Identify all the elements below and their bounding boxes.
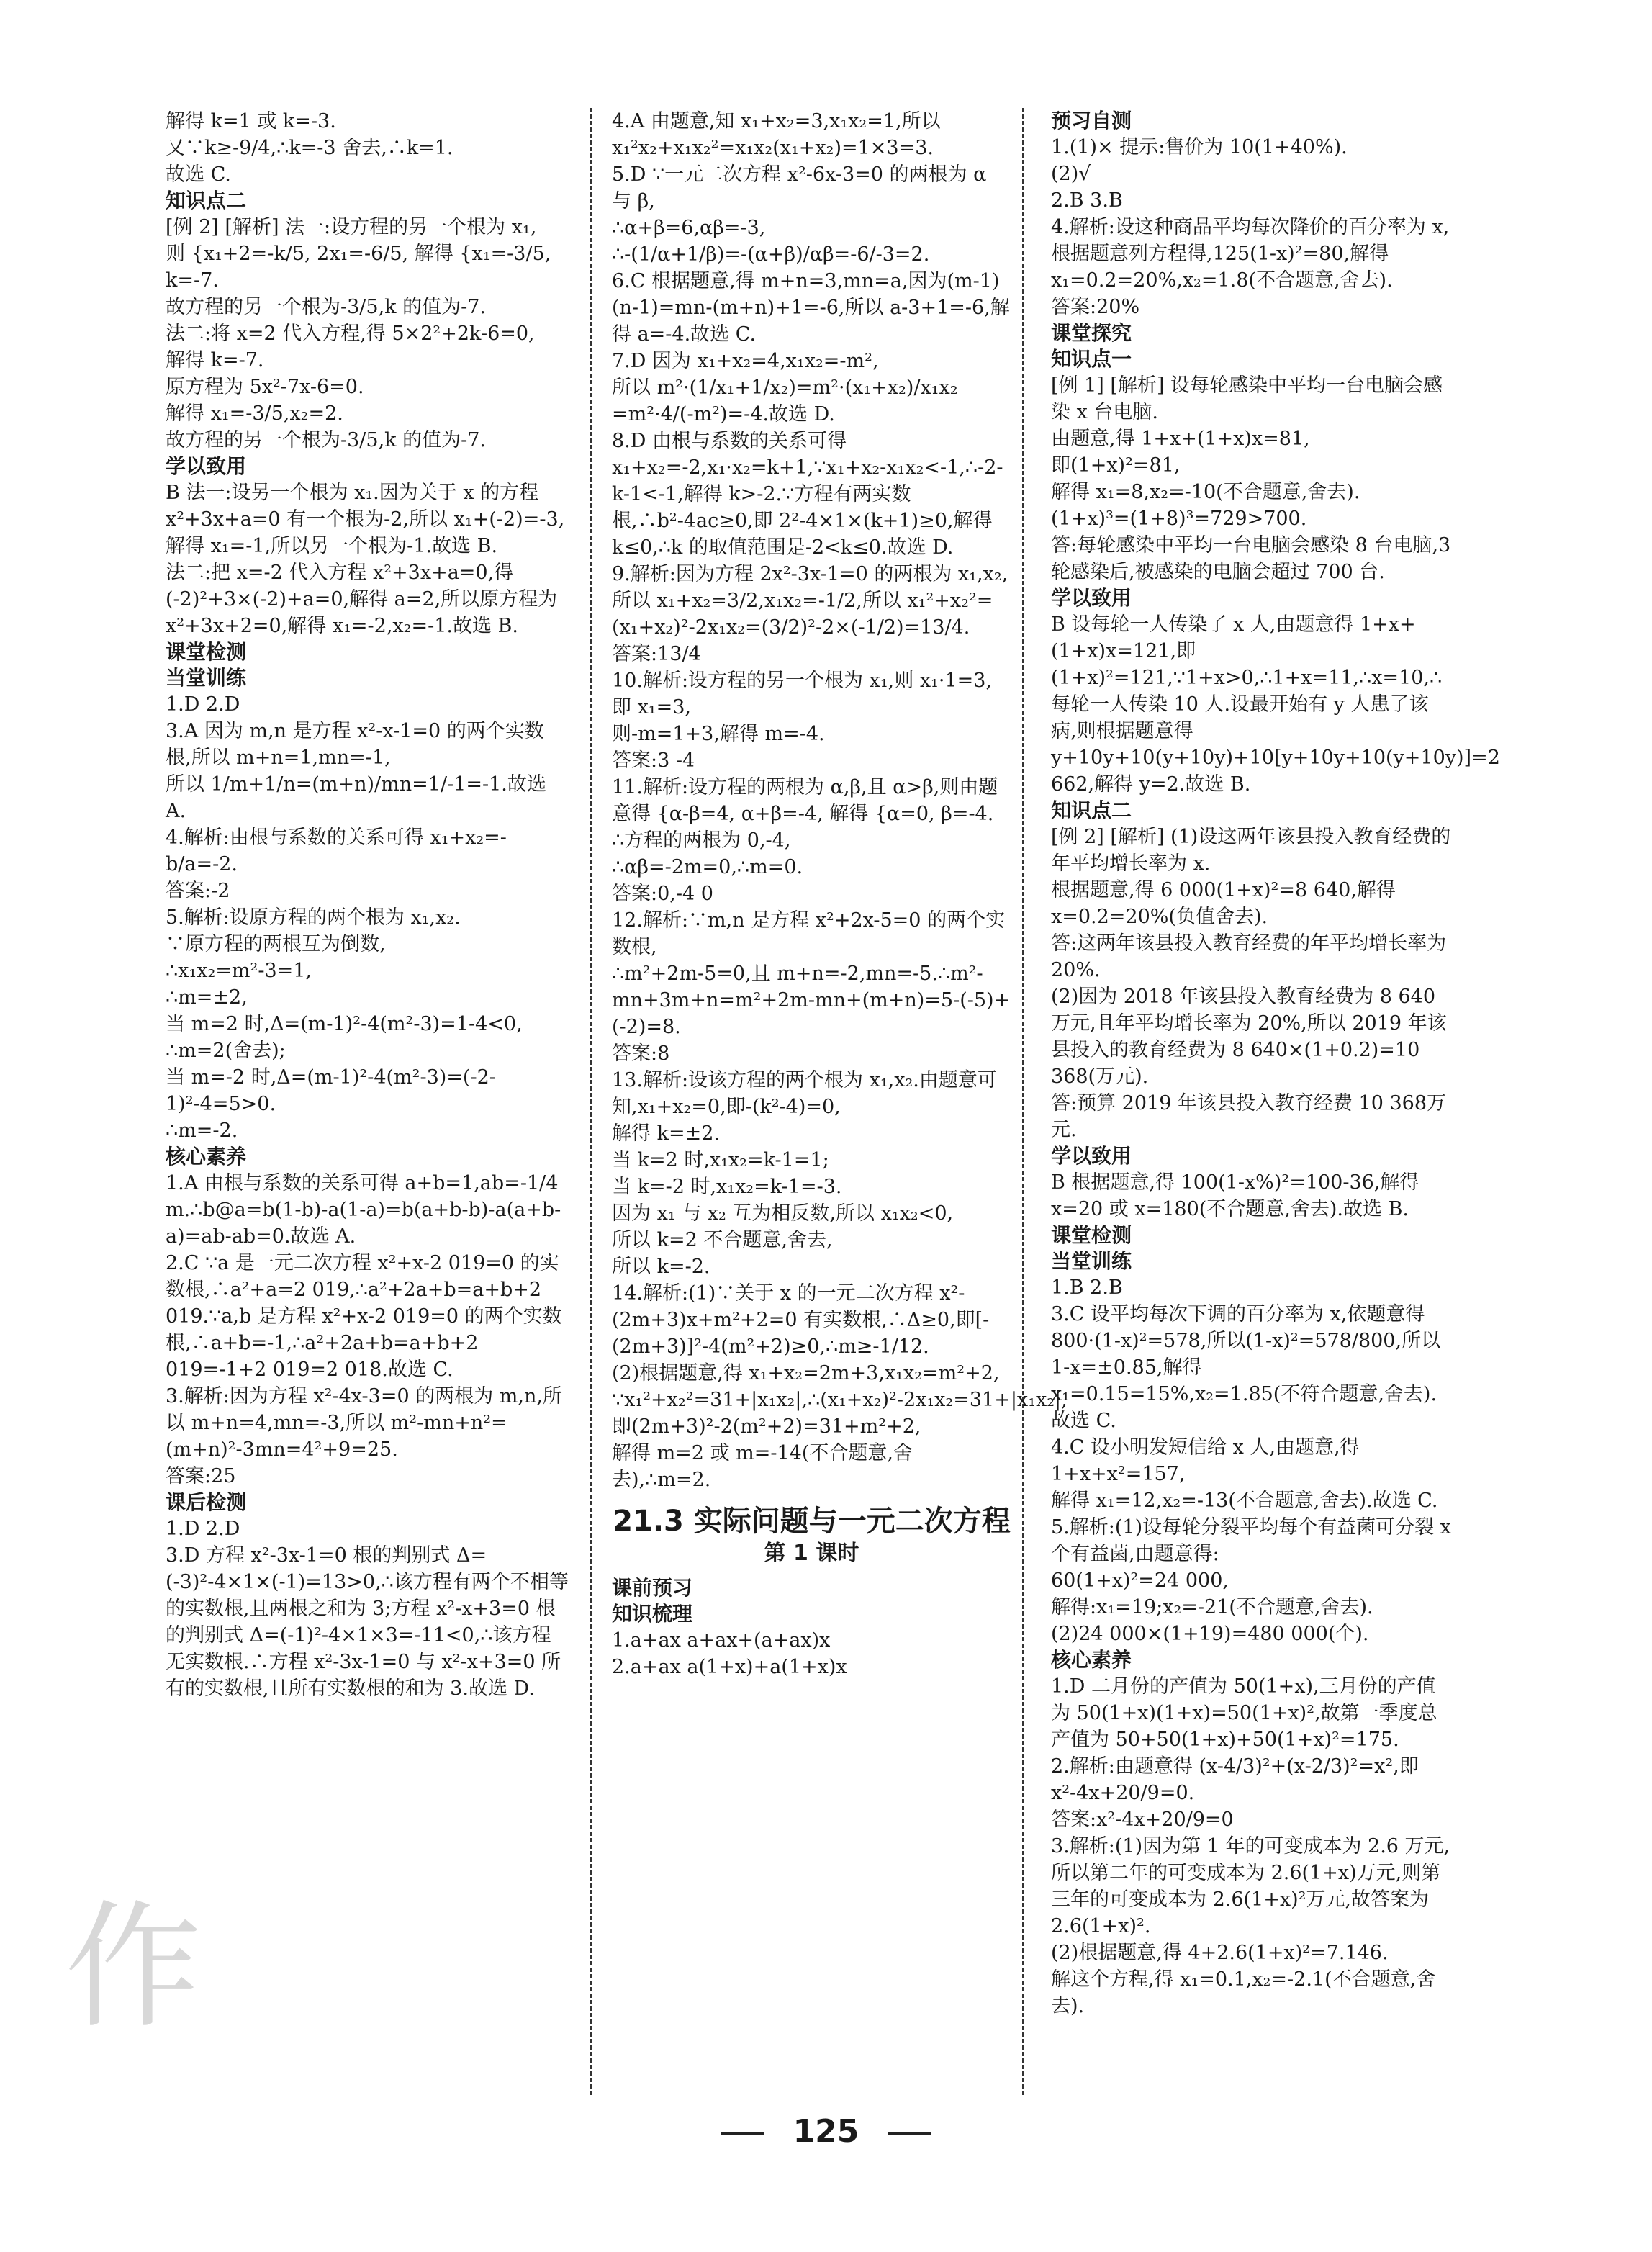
subsection-heading: 学以致用 bbox=[166, 454, 247, 478]
answer-line: 5.解析:设原方程的两个根为 x₁,x₂. bbox=[166, 906, 461, 929]
answer-line: 解得 x₁=12,x₂=-13(不合题意,舍去).故选 C. bbox=[1051, 1490, 1438, 1512]
answer-line: 所以 1/m+1/n=(m+n)/mn=1/-1=-1.故选 A. bbox=[166, 773, 553, 822]
answer-line: 13.解析:设该方程的两个根为 x₁,x₂.由题意可知,x₁+x₂=0,即-(k²-4)=0, bbox=[612, 1069, 997, 1118]
answer-line: 9.解析:因为方程 2x²-3x-1=0 的两根为 x₁,x₂,所以 x₁+x₂=3/2,x₁x₂=-1/2,所以 x₁²+x₂²=(x₁+x₂)²-2x₁x₂=(3/2)²-2×(-1/2)=13/4. bbox=[612, 563, 1008, 639]
answer-line: (2)24 000×(1+19)=480 000(个). bbox=[1051, 1623, 1369, 1645]
answer-line: 原方程为 5x²-7x-6=0. bbox=[166, 376, 364, 398]
answer-column-1 bbox=[166, 108, 569, 1702]
answer-line: 14.解析:(1)∵关于 x 的一元二次方程 x²-(2m+3)x+m²+2=0 有实数根,∴Δ≥0,即[-(2m+3)]²-4(m²+2)≥0,∴m≥-1/12. bbox=[612, 1282, 990, 1358]
answer-line: 则 {x₁+2=-k/5, 2x₁=-6/5, 解得 {x₁=-3/5, k=-7. bbox=[166, 243, 557, 292]
subsection-heading: 当堂训练 bbox=[166, 666, 247, 690]
subsection-heading: 预习自测 bbox=[1051, 109, 1132, 132]
answer-line: 解得:x₁=19;x₂=-21(不合题意,舍去). bbox=[1051, 1596, 1373, 1618]
answer-line: 故方程的另一个根为-3/5,k 的值为-7. bbox=[166, 429, 486, 451]
answer-line: 法二:把 x=-2 代入方程 x²+3x+a=0,得(-2)²+3×(-2)+a=0,解得 a=2,所以原方程为 x²+3x+2=0,解得 x₁=-2,x₂=-1.故选 B. bbox=[166, 562, 564, 637]
answer-line: 因为 x₁ 与 x₂ 互为相反数,所以 x₁x₂<0, bbox=[612, 1202, 954, 1225]
subsection-heading: 课前预习 bbox=[612, 1576, 693, 1600]
page-number-text: 125 bbox=[793, 2113, 859, 2150]
answer-line: 1.D 2.D bbox=[166, 1518, 240, 1540]
answer-line: 所以 k=2 不合题意,舍去, bbox=[612, 1229, 833, 1251]
answer-line: [例 2] [解析] (1)设这两年该县投入教育经费的年平均增长率为 x. bbox=[1051, 826, 1451, 875]
answer-line: ∴m²+2m-5=0,且 m+n=-2,mn=-5.∴m²-mn+3m+n=m²+2m-mn+(m+n)=5-(-5)+(-2)=8. bbox=[612, 963, 1011, 1038]
answer-line: 根据题意,得 6 000(1+x)²=8 640,解得 x=0.2=20%(负值舍去). bbox=[1051, 879, 1402, 928]
subsection-heading: 知识点二 bbox=[166, 189, 247, 212]
answer-line: 4.C 设小明发短信给 x 人,由题意,得 1+x+x²=157, bbox=[1051, 1436, 1366, 1485]
answer-line: ∴x₁x₂=m²-3=1, bbox=[166, 960, 312, 982]
answer-line: 3.解析:因为方程 x²-4x-3=0 的两根为 m,n,所以 m+n=4,mn=-3,所以 m²-mn+n²=(m+n)²-3mn=4²+9=25. bbox=[166, 1385, 562, 1461]
subsection-heading: 核心素养 bbox=[166, 1145, 247, 1168]
answer-line: [例 2] [解析] 法一:设方程的另一个根为 x₁, bbox=[166, 216, 537, 238]
subsection-heading: 学以致用 bbox=[1051, 1144, 1132, 1168]
answer-line: 5.D ∵一元二次方程 x²-6x-3=0 的两根为 α 与 β, bbox=[612, 163, 993, 212]
answer-line: B 设每轮一人传染了 x 人,由题意得 1+x+(1+x)x=121,即(1+x)²=121,∵1+x>0,∴1+x=11,∴x=10,∴每轮一人传染 10 人.设最开始有 y 人患了该病,则根据题意得 y+10y+10(y+10y)+10[y+10y+10(y+10y)]=2 662,解得 y=2.故选 B. bbox=[1051, 613, 1507, 796]
subsection-heading: 课后检测 bbox=[166, 1490, 247, 1514]
answer-line: 答案:-2 bbox=[166, 880, 230, 902]
answer-line: 2.a+ax a(1+x)+a(1+x)x bbox=[612, 1656, 847, 1678]
answer-line: 1.D 2.D bbox=[166, 693, 240, 716]
answer-line: 解得 k=±2. bbox=[612, 1122, 720, 1145]
answer-line: 则-m=1+3,解得 m=-4. bbox=[612, 723, 825, 745]
answer-line: 1.D 二月份的产值为 50(1+x),三月份的产值为 50(1+x)(1+x)=50(1+x)²,故第一季度总产值为 50+50(1+x)+50(1+x)²=175. bbox=[1051, 1675, 1437, 1751]
watermark: 作 bbox=[65, 1888, 217, 2047]
answer-line: =m²·4/(-m²)=-4.故选 D. bbox=[612, 403, 835, 425]
answer-line: 4.解析:设这种商品平均每次降价的百分率为 x,根据题意列方程得,125(1-x)²=80,解得 x₁=0.2=20%,x₂=1.8(不合题意,舍去). bbox=[1051, 216, 1450, 292]
subsection-heading: 课堂探究 bbox=[1051, 321, 1132, 345]
section-heading bbox=[612, 1503, 1011, 1568]
answer-line: B 法一:设另一个根为 x₁.因为关于 x 的方程 x²+3x+a=0 有一个根为-2,所以 x₁+(-2)=-3,解得 x₁=-1,所以另一个根为-1.故选 B. bbox=[166, 482, 565, 557]
answer-line: 当 k=2 时,x₁x₂=k-1=1; bbox=[612, 1149, 829, 1171]
answer-line: 60(1+x)²=24 000, bbox=[1051, 1569, 1229, 1592]
answer-line: (2)√ bbox=[1051, 163, 1091, 185]
answer-line: ∴m=-2. bbox=[166, 1120, 238, 1142]
answer-line: 2.解析:由题意得 (x-4/3)²+(x-2/3)²=x²,即 x²-4x+20/9=0. bbox=[1051, 1755, 1425, 1804]
answer-line: B 根据题意,得 100(1-x%)²=100-36,解得 x=20 或 x=180(不合题意,舍去).故选 B. bbox=[1051, 1171, 1426, 1220]
subsection-heading: 知识点一 bbox=[1051, 347, 1132, 371]
answer-line: 当 k=-2 时,x₁x₂=k-1=-3. bbox=[612, 1176, 842, 1198]
answer-line: 2.C ∵a 是一元二次方程 x²+x-2 019=0 的实数根,∴a²+a=2 019,∴a²+2a+b=a+b+2 019.∵a,b 是方程 x²+x-2 019=0 的两个实数根,∴a+b=-1,∴a²+2a+b=a+b+2 019=-1+2 019=2 018.故选 C. bbox=[166, 1252, 562, 1381]
answer-line: 法二:将 x=2 代入方程,得 5×2²+2k-6=0, bbox=[166, 323, 535, 345]
answer-line: 答:这两年该县投入教育经费的年平均增长率为 20%. bbox=[1051, 932, 1453, 981]
answer-line: 7.D 因为 x₁+x₂=4,x₁x₂=-m², bbox=[612, 350, 879, 372]
answer-line: 故选 C. bbox=[166, 163, 231, 186]
answer-line: 当 m=2 时,Δ=(m-1)²-4(m²-3)=1-4<0, bbox=[166, 1013, 523, 1035]
answer-line: 即(2m+3)²-2(m²+2)=31+m²+2, bbox=[612, 1415, 921, 1438]
answer-line: 答案:x²-4x+20/9=0 bbox=[1051, 1809, 1234, 1831]
answer-line: 6.C 根据题意,得 m+n=3,mn=a,因为(m-1)(n-1)=mn-(m+n)+1=-6,所以 a-3+1=-6,解得 a=-4.故选 C. bbox=[612, 270, 1010, 346]
answer-line: 解得 x₁=-3/5,x₂=2. bbox=[166, 402, 343, 425]
answer-line: 故方程的另一个根为-3/5,k 的值为-7. bbox=[166, 296, 486, 318]
answer-column-2 bbox=[612, 108, 1068, 1680]
answer-line: ∴m=2(舍去); bbox=[166, 1040, 286, 1062]
subsection-heading: 学以致用 bbox=[1051, 586, 1132, 610]
answer-column-3 bbox=[1051, 108, 1507, 2019]
answer-line: 又∵k≥-9/4,∴k=-3 舍去,∴k=1. bbox=[166, 137, 453, 159]
answer-line: 5.解析:(1)设每轮分裂平均每个有益菌可分裂 x 个有益菌,由题意得: bbox=[1051, 1516, 1458, 1565]
answer-line: 答:预算 2019 年该县投入教育经费 10 368万元. bbox=[1051, 1092, 1447, 1141]
answer-line: 1.B 2.B bbox=[1051, 1276, 1123, 1299]
answer-line: 11.解析:设方程的两根为 α,β,且 α>β,则由题意得 {α-β=4, α+β=-4, 解得 {α=0, β=-4. ∴方程的两根为 0,-4, bbox=[612, 776, 1000, 852]
answer-line: 解得 m=2 或 m=-14(不合题意,舍去),∴m=2. bbox=[612, 1442, 913, 1491]
answer-line: 1.a+ax a+ax+(a+ax)x bbox=[612, 1629, 831, 1652]
answer-line: 答案:8 bbox=[612, 1042, 670, 1065]
answer-line: 由题意,得 1+x+(1+x)x=81, bbox=[1051, 428, 1310, 450]
answer-line: 答案:3 -4 bbox=[612, 749, 695, 772]
subsection-heading: 核心素养 bbox=[1051, 1648, 1132, 1672]
section-title: 21.3 实际问题与一元二次方程 bbox=[613, 1505, 1011, 1538]
answer-line: ∴-(1/α+1/β)=-(α+β)/αβ=-6/-3=2. bbox=[612, 243, 930, 266]
answer-line: 答:每轮感染中平均一台电脑会感染 8 台电脑,3 轮感染后,被感染的电脑会超过 700 台. bbox=[1051, 534, 1457, 583]
answer-line: 8.D 由根与系数的关系可得 x₁+x₂=-2,x₁·x₂=k+1,∵x₁+x₂-x₁x₂<-1,∴-2-k-1<-1,解得 k>-2.∵方程有两实数根,∴b²-4ac≥0,即 2²-4×1×(k+1)≥0,解得 k≤0,∴k 的取值范围是-2<k≤0.故选 D. bbox=[612, 430, 1003, 559]
answer-line: 答案:13/4 bbox=[612, 643, 701, 665]
answer-line: 答案:25 bbox=[166, 1465, 236, 1487]
answer-line: 所以 m²·(1/x₁+1/x₂)=m²·(x₁+x₂)/x₁x₂ bbox=[612, 377, 958, 399]
answer-line: ∵原方程的两根互为倒数, bbox=[166, 933, 386, 955]
answer-line: 12.解析:∵m,n 是方程 x²+2x-5=0 的两个实数根, bbox=[612, 909, 1006, 958]
answer-line: ∴m=±2, bbox=[166, 986, 248, 1009]
answer-line: 3.A 因为 m,n 是方程 x²-x-1=0 的两个实数根,所以 m+n=1,mn=-1, bbox=[166, 720, 544, 769]
answer-line: ∴α+β=6,αβ=-3, bbox=[612, 217, 766, 239]
answer-line: 所以 k=-2. bbox=[612, 1256, 710, 1278]
page-number-dash-left bbox=[721, 2132, 764, 2135]
answer-line: 2.B 3.B bbox=[1051, 189, 1123, 212]
column-divider bbox=[590, 108, 592, 2095]
subsection-heading: 知识梳理 bbox=[612, 1602, 693, 1626]
answer-line: (2)因为 2018 年该县投入教育经费为 8 640 万元,且年平均增长率为 20%,所以 2019 年该县投入的教育经费为 8 640×(1+0.2)=10 368(万元). bbox=[1051, 986, 1447, 1088]
subsection-heading: 当堂训练 bbox=[1051, 1249, 1132, 1273]
answer-line: 即(1+x)²=81, bbox=[1051, 454, 1181, 477]
answer-line: 3.D 方程 x²-3x-1=0 根的判别式 Δ=(-3)²-4×1×(-1)=13>0,∴该方程有两个不相等的实数根,且两根之和为 3;方程 x²-x+3=0 根的判别式 Δ=(-1)²-4×1×3=-11<0,∴该方程无实数根.∴方程 x²-3x-1=0 与 x²-x+3=0 所有的实数根,且所有实数根的和为 3.故选 D. bbox=[166, 1544, 569, 1700]
answer-line: ∴αβ=-2m=0,∴m=0. bbox=[612, 856, 803, 878]
subsection-heading: 课堂检测 bbox=[166, 640, 247, 664]
subsection-heading: 课堂检测 bbox=[1051, 1223, 1132, 1247]
answer-line: 解得 x₁=8,x₂=-10(不合题意,舍去). bbox=[1051, 481, 1360, 503]
answer-line: 4.解析:由根与系数的关系可得 x₁+x₂=-b/a=-2. bbox=[166, 827, 507, 875]
section-subtitle: 第 1 课时 bbox=[764, 1541, 859, 1566]
answer-line: 1.A 由根与系数的关系可得 a+b=1,ab=-1/4 m.∴b@a=b(1-b)-a(1-a)=b(a+b-b)-a(a+b-a)=ab-ab=0.故选 A. bbox=[166, 1172, 564, 1248]
answer-line: (2)根据题意,得 4+2.6(1+x)²=7.146. bbox=[1051, 1942, 1389, 1964]
answer-line: 答案:0,-4 0 bbox=[612, 883, 713, 905]
answer-line: 4.A 由题意,知 x₁+x₂=3,x₁x₂=1,所以 x₁²x₂+x₁x₂²=x₁x₂(x₁+x₂)=1×3=3. bbox=[612, 110, 947, 159]
answer-line: 3.解析:(1)因为第 1 年的可变成本为 2.6 万元,所以第二年的可变成本为 2.6(1+x)万元,则第三年的可变成本为 2.6(1+x)²万元,故答案为 2.6(1+x)². bbox=[1051, 1835, 1450, 1937]
column-divider bbox=[1022, 108, 1024, 2095]
answer-line: 答案:20% bbox=[1051, 296, 1140, 318]
answer-line: (1+x)³=(1+8)³=729>700. bbox=[1051, 508, 1307, 530]
subsection-heading: 知识点二 bbox=[1051, 798, 1132, 822]
answer-line: 当 m=-2 时,Δ=(m-1)²-4(m²-3)=(-2-1)²-4=5>0. bbox=[166, 1066, 496, 1115]
answer-line: ∵x₁²+x₂²=31+|x₁x₂|,∴(x₁+x₂)²-2x₁x₂=31+|x₁x₂|, bbox=[612, 1389, 1068, 1411]
answer-line: 10.解析:设方程的另一个根为 x₁,则 x₁·1=3,即 x₁=3, bbox=[612, 670, 993, 719]
page-number bbox=[0, 2113, 1652, 2150]
answer-line: 解得 k=-7. bbox=[166, 349, 264, 371]
answer-line: [例 1] [解析] 设每轮感染中平均一台电脑会感染 x 台电脑. bbox=[1051, 374, 1443, 423]
answer-line: 3.C 设平均每次下调的百分率为 x,依题意得 800·(1-x)²=578,所以(1-x)²=578/800,所以 1-x=±0.85,解得 x₁=0.15=15%,x₂=1.85(不符合题意,舍去).故选 C. bbox=[1051, 1303, 1447, 1432]
answer-line: 1.(1)× 提示:售价为 10(1+40%). bbox=[1051, 136, 1348, 158]
answer-line: (2)根据题意,得 x₁+x₂=2m+3,x₁x₂=m²+2, bbox=[612, 1362, 1000, 1384]
page-number-dash-right bbox=[888, 2132, 931, 2135]
answer-line: 解得 k=1 或 k=-3. bbox=[166, 110, 336, 132]
answer-line: 解这个方程,得 x₁=0.1,x₂=-2.1(不合题意,舍去). bbox=[1051, 1968, 1436, 2017]
